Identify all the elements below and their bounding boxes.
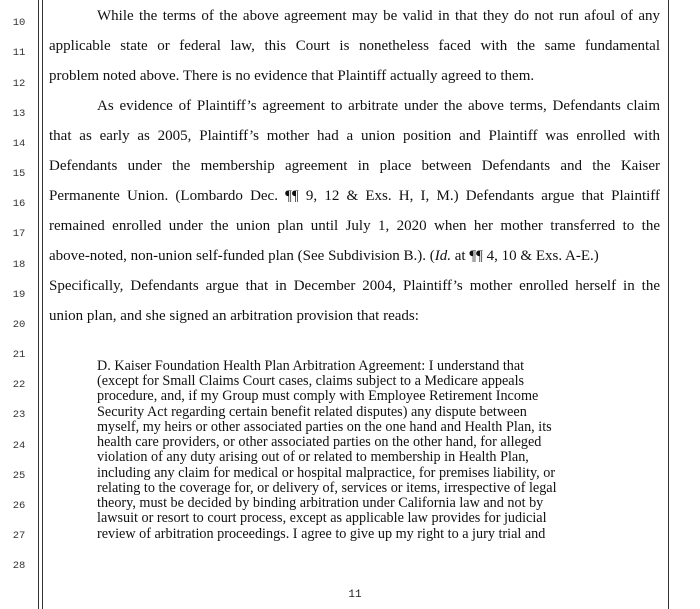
line-number: 23 (12, 409, 26, 421)
block-quote-line: Security Act regarding certain benefit related disputes) any dispute between (97, 404, 527, 420)
line-number: 12 (12, 78, 26, 90)
line-number: 20 (12, 319, 26, 331)
body-text-fragment: above-noted, non-union self-funded plan (See Subdivision B.). (49, 248, 427, 264)
line-number: 19 (12, 289, 26, 301)
block-quote-line: theory, must be decided by binding arbitration under California law and not by (97, 495, 544, 511)
citation-id: Id. (434, 248, 452, 264)
block-quote-line: including any claim for medical or hospital malpractice, for premises liability, or (97, 465, 556, 481)
line-number: 10 (12, 17, 26, 29)
block-quote-line: health care providers, or other associated parties on the other hand, for alleged (97, 434, 542, 450)
block-quote-line: (except for Small Claims Court cases, claims subject to a Medicare appeals (97, 373, 525, 389)
block-quote-line: D. Kaiser Foundation Health Plan Arbitration Agreement: I understand that (97, 358, 525, 374)
block-quote-line: procedure, and, if my Group must comply with Employee Retirement Income (97, 388, 539, 404)
page-number: 11 (348, 589, 362, 601)
body-text-line: As evidence of Plaintiff’s agreement to arbitrate under the above terms, Defendants claim (97, 98, 660, 114)
left-margin-rule-inner (42, 0, 43, 609)
body-text-line: union plan, and she signed an arbitration provision that reads: (49, 308, 419, 324)
right-margin-rule (668, 0, 669, 609)
body-text-line: problem noted above. There is no evidence that Plaintiff actually agreed to them. (49, 68, 535, 84)
body-text-line: While the terms of the above agreement may be valid in that they do not run afoul of any (97, 8, 660, 24)
body-text-line-with-citation (49, 246, 660, 266)
block-quote-line: relating to the coverage for, or delivery of, services or items, irrespective of legal (97, 480, 557, 496)
line-number: 22 (12, 379, 26, 391)
body-text-line: Defendants under the membership agreement in place between Defendants and the Kaiser (49, 158, 660, 174)
block-quote-line: myself, my heirs or other associated parties on the one hand and Health Plan, its (97, 419, 552, 435)
body-text-line: that as early as 2005, Plaintiff’s mother had a union position and Plaintiff was enrolled with (49, 128, 660, 144)
line-number: 28 (12, 560, 26, 572)
line-number: 24 (12, 440, 26, 452)
citation-open: ( (429, 248, 435, 264)
line-number: 26 (12, 500, 26, 512)
line-number: 27 (12, 530, 26, 542)
left-margin-rule (38, 0, 39, 609)
line-number: 11 (12, 47, 26, 59)
line-number: 17 (12, 228, 26, 240)
block-quote-line: review of arbitration proceedings. I agree to give up my right to a jury trial and (97, 526, 546, 542)
body-text-line: Specifically, Defendants argue that in December 2004, Plaintiff’s mother enrolled herself in the (49, 278, 660, 294)
body-text-line: Permanente Union. (Lombardo Dec. ¶¶ 9, 12 & Exs. H, I, M.) Defendants argue that Plaintiff (49, 188, 660, 204)
block-quote-line: violation of any duty arising out of or related to membership in Health Plan, (97, 449, 529, 465)
line-number: 18 (12, 259, 26, 271)
body-text-line: applicable state or federal law, this Court is nonetheless faced with the same fundamental (49, 38, 660, 54)
body-text-line: remained enrolled under the union plan until July 1, 2020 when her mother transferred to the (49, 218, 660, 234)
line-number: 15 (12, 168, 26, 180)
line-number: 25 (12, 470, 26, 482)
line-number: 21 (12, 349, 26, 361)
citation-rest: at ¶¶ 4, 10 & Exs. A-E.) (451, 248, 599, 264)
line-number: 13 (12, 108, 26, 120)
line-number: 14 (12, 138, 26, 150)
block-quote-line: lawsuit or resort to court process, except as applicable law provides for judicial (97, 510, 547, 526)
line-number: 16 (12, 198, 26, 210)
